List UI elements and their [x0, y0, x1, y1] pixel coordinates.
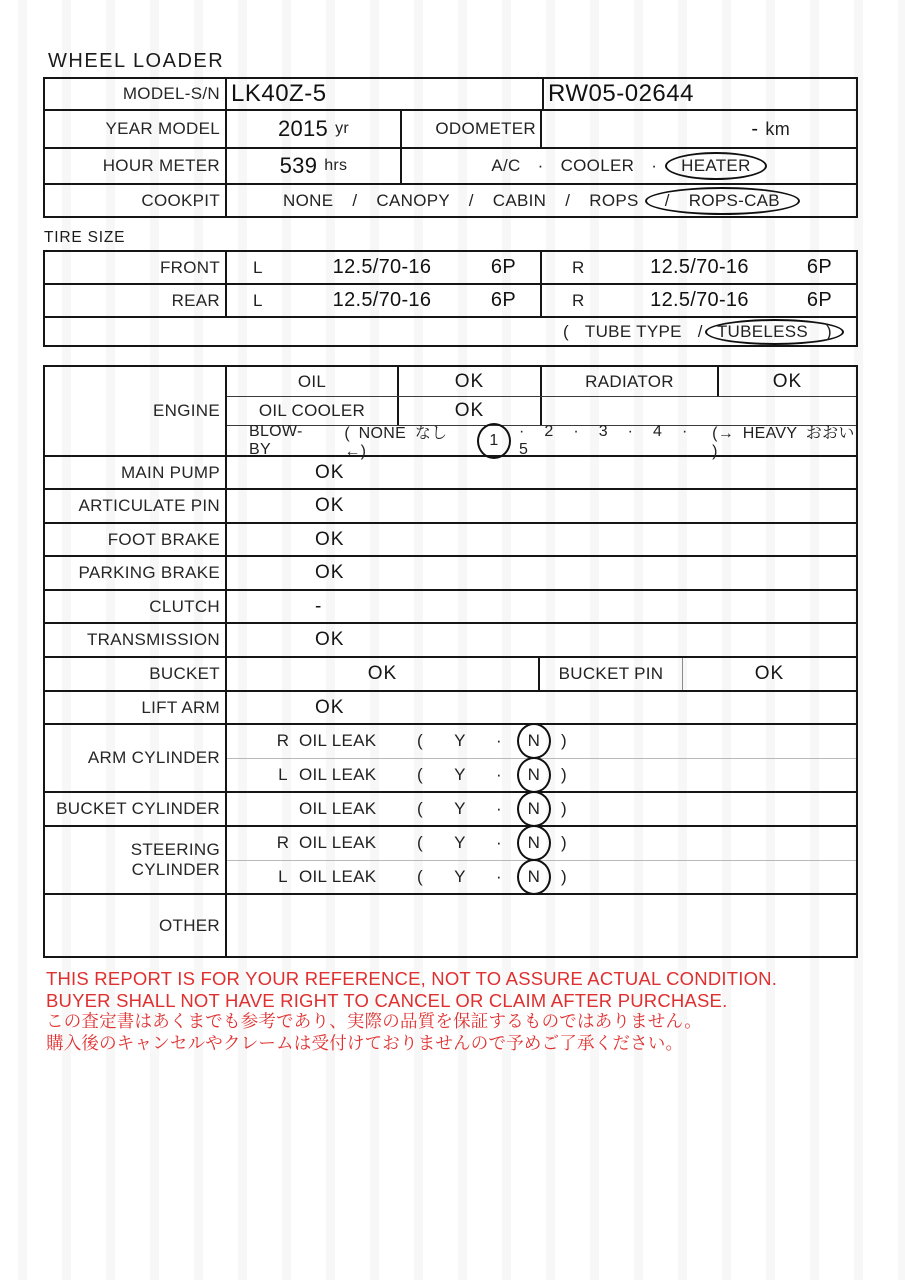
disclaimer-line-3: この査定書はあくまでも参考であり、実際の品質を保証するものではありません。 — [46, 1011, 702, 1031]
leak-separator: · — [495, 731, 502, 751]
leak-yes: Y — [454, 799, 466, 818]
year-value: 2015 — [277, 116, 329, 141]
tire-rear-row — [45, 283, 856, 316]
arm-cylinder-l-row — [227, 758, 856, 791]
heater-circled-mark: HEATER — [665, 152, 767, 180]
leak-open-paren: ( — [417, 731, 423, 751]
tire-table — [43, 250, 858, 347]
blowby-row — [227, 422, 856, 460]
tire-size-section-label: TIRE SIZE — [44, 229, 126, 246]
odometer-unit: km — [765, 118, 790, 139]
blowby-rating-circled: 1 — [477, 423, 511, 459]
tire-front-left-ply: 6P — [490, 256, 516, 278]
tire-front-right-size: 12.5/70-16 — [650, 256, 749, 278]
other-row — [45, 893, 856, 956]
cookpit-options-cell — [225, 185, 856, 216]
arm-cylinder-r-row — [227, 725, 856, 758]
leak-open-paren: ( — [417, 833, 423, 853]
tire-front-right-cell — [540, 252, 856, 283]
foot-brake-value: OK — [225, 524, 856, 555]
transmission-row — [45, 622, 856, 656]
bucket-cylinder-label: BUCKET CYLINDER — [56, 799, 220, 818]
bucket-value: OK — [225, 658, 538, 690]
steering-cylinder-block — [45, 825, 856, 893]
ac-cooler-text: A/C · COOLER · — [491, 156, 658, 175]
leak-yes: Y — [454, 764, 466, 784]
leak-open-paren: ( — [417, 799, 423, 818]
engine-oil-value: OK — [397, 367, 540, 396]
tire-front-left-cell — [225, 252, 540, 283]
other-label: OTHER — [159, 915, 220, 935]
inspection-table — [43, 365, 858, 958]
oil-leak-label: OIL LEAK — [299, 833, 377, 853]
clutch-row — [45, 589, 856, 622]
leak-side: R — [276, 833, 290, 853]
leak-side: L — [278, 866, 288, 886]
cookpit-label: COOKPIT — [141, 190, 220, 210]
steering-cylinder-l-row — [227, 860, 856, 893]
bucket-row — [45, 656, 856, 690]
cookpit-row — [45, 183, 856, 216]
blowby-none-text: ( NONE なし ←) — [344, 425, 448, 460]
tire-front-right-ply: 6P — [806, 256, 832, 278]
odometer-label: ODOMETER — [400, 111, 540, 147]
leak-close-paren: ) — [560, 833, 567, 853]
other-value-cell — [225, 895, 856, 956]
model-value: LK40Z-5 — [225, 79, 542, 109]
oil-leak-label: OIL LEAK — [299, 731, 377, 751]
tube-close-paren: ) — [826, 321, 832, 341]
lift-arm-value: OK — [225, 692, 856, 723]
oil-leak-label: OIL LEAK — [299, 866, 377, 886]
disclaimer-block — [46, 968, 777, 1054]
leak-side: L — [278, 764, 288, 784]
header-table — [43, 77, 858, 218]
bucket-label: BUCKET — [149, 664, 220, 683]
clutch-label: CLUTCH — [149, 596, 220, 616]
page-title: WHEEL LOADER — [48, 50, 225, 72]
oil-cooler-value: OK — [397, 397, 540, 425]
leak-close-paren: ) — [560, 731, 567, 751]
leak-yes: Y — [454, 731, 466, 751]
tire-rear-right-cell — [540, 285, 856, 316]
hour-meter-value-cell — [225, 149, 400, 183]
cookpit-options: NONE / CANOPY / CABIN / ROPS — [283, 190, 639, 210]
main-pump-value: OK — [225, 457, 856, 488]
leak-no-circled: N — [517, 825, 551, 861]
blowby-scale: · 2 · 3 · 4 · 5 — [519, 422, 688, 458]
leak-no-circled: N — [517, 859, 551, 895]
leak-side: R — [276, 731, 290, 751]
leak-close-paren: ) — [560, 799, 567, 818]
engine-block — [45, 367, 856, 460]
steering-cylinder-r-row — [227, 827, 856, 860]
engine-oil-row — [227, 367, 856, 396]
hour-meter-label: HOUR METER — [102, 156, 220, 175]
leak-separator: · — [495, 764, 502, 784]
leak-no-circled: N — [517, 791, 551, 827]
radiator-label: RADIATOR — [540, 367, 717, 396]
lift-arm-label: LIFT ARM — [141, 697, 220, 717]
ropscab-circled-mark: / ROPS-CAB — [645, 187, 800, 215]
foot-brake-label: FOOT BRAKE — [107, 529, 220, 549]
leak-close-paren: ) — [560, 866, 567, 886]
arm-cylinder-block — [45, 723, 856, 791]
leak-open-paren: ( — [417, 764, 423, 784]
leak-separator: · — [495, 833, 502, 853]
leak-no-circled: N — [517, 757, 551, 793]
disclaimer-line-4: 購入後のキャンセルやクレームは受付けておりませんので予めご了承ください。 — [46, 1032, 684, 1053]
transmission-label: TRANSMISSION — [86, 630, 220, 649]
oil-leak-label: OIL LEAK — [299, 764, 377, 784]
tire-front-left-pos: L — [253, 257, 263, 277]
odometer-value: - — [751, 117, 759, 140]
leak-close-paren: ) — [560, 764, 567, 784]
odometer-value-cell — [540, 111, 856, 147]
tire-front-row — [45, 252, 856, 283]
hour-meter-value: 539 — [279, 153, 318, 178]
leak-yes: Y — [454, 866, 466, 886]
parking-brake-label: PARKING BRAKE — [78, 563, 220, 582]
tire-rear-left-ply: 6P — [490, 289, 516, 311]
year-label: YEAR MODEL — [105, 119, 220, 138]
bucket-pin-value: OK — [682, 658, 856, 690]
engine-label: ENGINE — [153, 401, 220, 420]
bucket-cylinder-row — [45, 791, 856, 825]
tubeless-circled-mark — [705, 319, 844, 345]
leak-separator: · — [495, 799, 502, 818]
arm-cylinder-label: ARM CYLINDER — [87, 748, 220, 767]
clutch-value: - — [225, 591, 856, 622]
blowby-heavy-text: (→ HEAVY おおい ) — [712, 425, 855, 460]
tire-front-label: FRONT — [159, 257, 220, 277]
steering-cylinder-label: STEERING CYLINDER — [130, 840, 220, 879]
leak-no-circled: N — [517, 723, 551, 759]
transmission-value: OK — [225, 624, 856, 656]
hour-meter-row — [45, 147, 856, 183]
tire-rear-right-ply: 6P — [806, 289, 832, 311]
tube-slash: / — [697, 321, 703, 341]
hour-meter-unit: hrs — [324, 157, 348, 174]
main-pump-label: MAIN PUMP — [120, 462, 220, 482]
articulate-pin-label: ARTICULATE PIN — [78, 496, 220, 515]
year-row — [45, 109, 856, 147]
tire-front-right-pos: R — [572, 257, 585, 277]
serial-value: RW05-02644 — [542, 79, 856, 109]
tire-rear-left-pos: L — [253, 290, 263, 310]
articulate-pin-row — [45, 488, 856, 522]
leak-yes: Y — [454, 833, 466, 853]
parking-brake-value: OK — [225, 557, 856, 589]
disclaimer-line-1: THIS REPORT IS FOR YOUR REFERENCE, NOT TO ASSURE ACTUAL CONDITION. — [46, 968, 778, 989]
tire-rear-left-cell — [225, 285, 540, 316]
engine-oil-label: OIL — [297, 371, 327, 391]
model-label: MODEL-S/N — [122, 84, 220, 103]
tire-rear-left-size: 12.5/70-16 — [332, 289, 432, 311]
oil-cooler-label: OIL COOLER — [258, 401, 366, 420]
tubeless-text: TUBELESS — [716, 321, 809, 341]
tube-type-row — [45, 316, 856, 345]
year-value-cell — [225, 111, 400, 147]
leak-open-paren: ( — [417, 866, 423, 886]
tube-open-paren: ( — [562, 321, 569, 341]
tube-type-text: TUBE TYPE — [584, 321, 682, 341]
model-row — [45, 79, 856, 109]
foot-brake-row — [45, 522, 856, 555]
tube-type-cell — [45, 318, 856, 345]
articulate-pin-value: OK — [225, 490, 856, 522]
parking-brake-row — [45, 555, 856, 589]
year-unit: yr — [335, 120, 350, 137]
ac-cooler-heater-cell — [400, 149, 856, 183]
lift-arm-row — [45, 690, 856, 723]
bucket-pin-label: BUCKET PIN — [538, 658, 682, 690]
tire-rear-label: REAR — [171, 290, 220, 310]
tire-front-left-size: 12.5/70-16 — [332, 256, 432, 278]
main-pump-row — [45, 455, 856, 488]
disclaimer-line-2: BUYER SHALL NOT HAVE RIGHT TO CANCEL OR CLAIM AFTER PURCHASE. — [46, 989, 728, 1011]
tire-rear-right-size: 12.5/70-16 — [650, 289, 749, 311]
bucket-cylinder-leak-cell — [225, 793, 856, 825]
leak-separator: · — [495, 866, 502, 886]
tire-rear-right-pos: R — [572, 290, 585, 310]
radiator-value: OK — [717, 367, 856, 396]
oil-leak-label: OIL LEAK — [299, 799, 377, 818]
blowby-label: BLOW-BY — [249, 422, 303, 458]
